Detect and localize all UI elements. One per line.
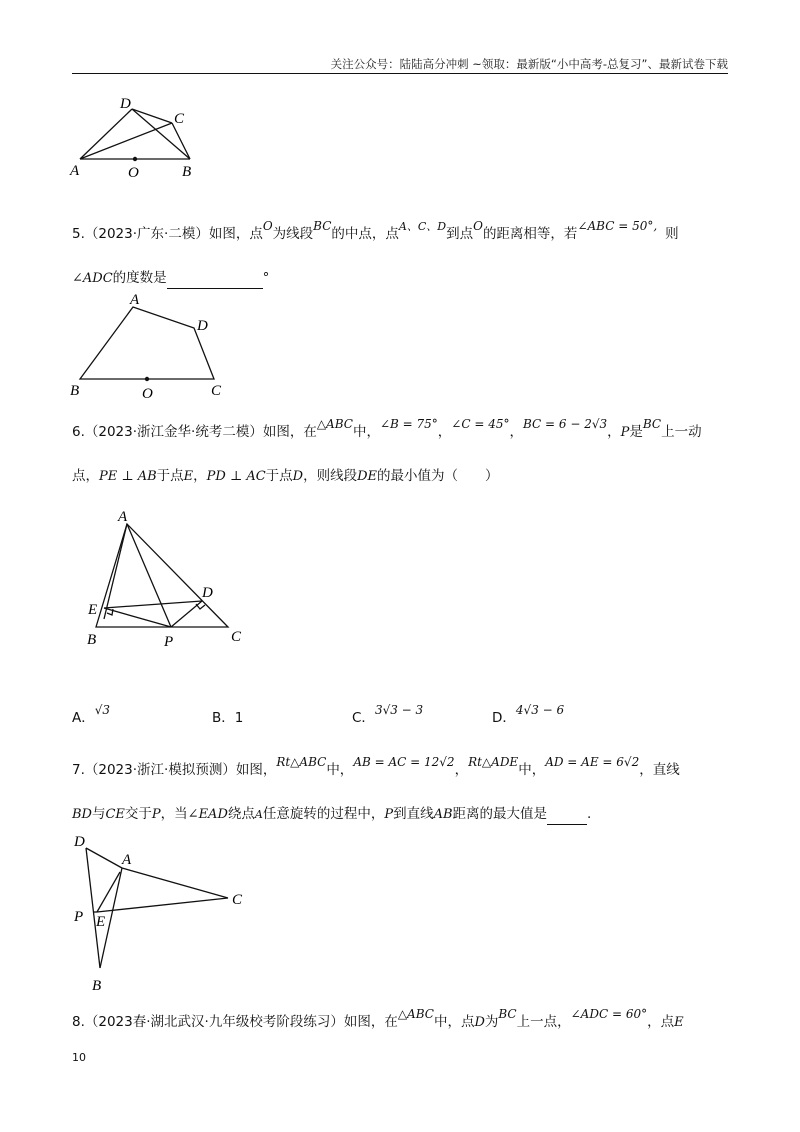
q8-line1: 8.（2023春·湖北武汉·九年级校考阶段练习）如图，在△ABC中，点D为BC上一点，∠ADC = 60°，点E <box>72 1007 684 1030</box>
q5-line2: ∠ADC的度数是 ° <box>72 268 269 289</box>
q5-line1: 5.（2023·广东·二模）如图，点O为线段BC的中点，点$^{A、C、D}$到点O的距离相等，若∠ABC = 50°, 则 <box>72 219 679 242</box>
page-header: 关注公众号：陆陆高分冲刺 ~领取：最新版“小中高考-总复习”、最新试卷下载 <box>330 57 728 71</box>
label-P: P <box>74 909 84 925</box>
label-B: B <box>92 978 102 994</box>
header-rule <box>72 73 728 74</box>
label-B: B <box>87 632 97 648</box>
figure-q4 <box>64 92 214 188</box>
label-D: D <box>197 318 208 334</box>
label-C: C <box>211 383 222 399</box>
page-number: 10 <box>72 1051 86 1064</box>
q6-option-b: B．1 <box>212 710 244 726</box>
label-P: P <box>164 634 174 650</box>
label-O: O <box>142 386 153 400</box>
figure-q6 <box>80 505 260 653</box>
label-B: B <box>70 383 80 399</box>
label-C: C <box>174 111 185 127</box>
q6-option-d: D．4√3 − 6 <box>492 703 565 726</box>
label-B: B <box>182 164 192 180</box>
figure-q7 <box>64 826 264 996</box>
q6-option-a: A．√3 <box>72 703 111 726</box>
label-A: A <box>130 292 140 308</box>
label-D: D <box>120 96 131 112</box>
q7-line2: BD与CE交于P，当∠EAD绕点A任意旋转的过程中，P到直线AB距离的最大值是 . <box>72 804 591 825</box>
label-D: D <box>74 834 85 850</box>
q6-option-c: C．3√3 − 3 <box>352 703 424 726</box>
label-E: E <box>96 914 106 930</box>
label-C: C <box>232 892 243 908</box>
label-O: O <box>128 165 139 181</box>
q6-line1: 6.（2023·浙江金华·统考二模）如图，在△ABC中，∠B = 75°，∠C = 45°，BC = 6 − 2√3，P是BC上一动 <box>72 417 702 440</box>
label-A: A <box>70 163 80 179</box>
q6-line2: 点，PE ⊥ AB于点E，PD ⊥ AC于点D，则线段DE的最小值为（ ） <box>72 468 499 484</box>
q7-line1: 7.（2023·浙江·模拟预测）如图，Rt△ABC中，AB = AC = 12√2，Rt△ADE中，AD = AE = 6√2，直线 <box>72 755 680 778</box>
label-D: D <box>202 585 213 601</box>
label-A: A <box>118 509 128 525</box>
label-E: E <box>88 602 98 618</box>
figure-q5 <box>64 290 244 400</box>
label-A: A <box>122 852 132 868</box>
label-C: C <box>231 629 242 645</box>
